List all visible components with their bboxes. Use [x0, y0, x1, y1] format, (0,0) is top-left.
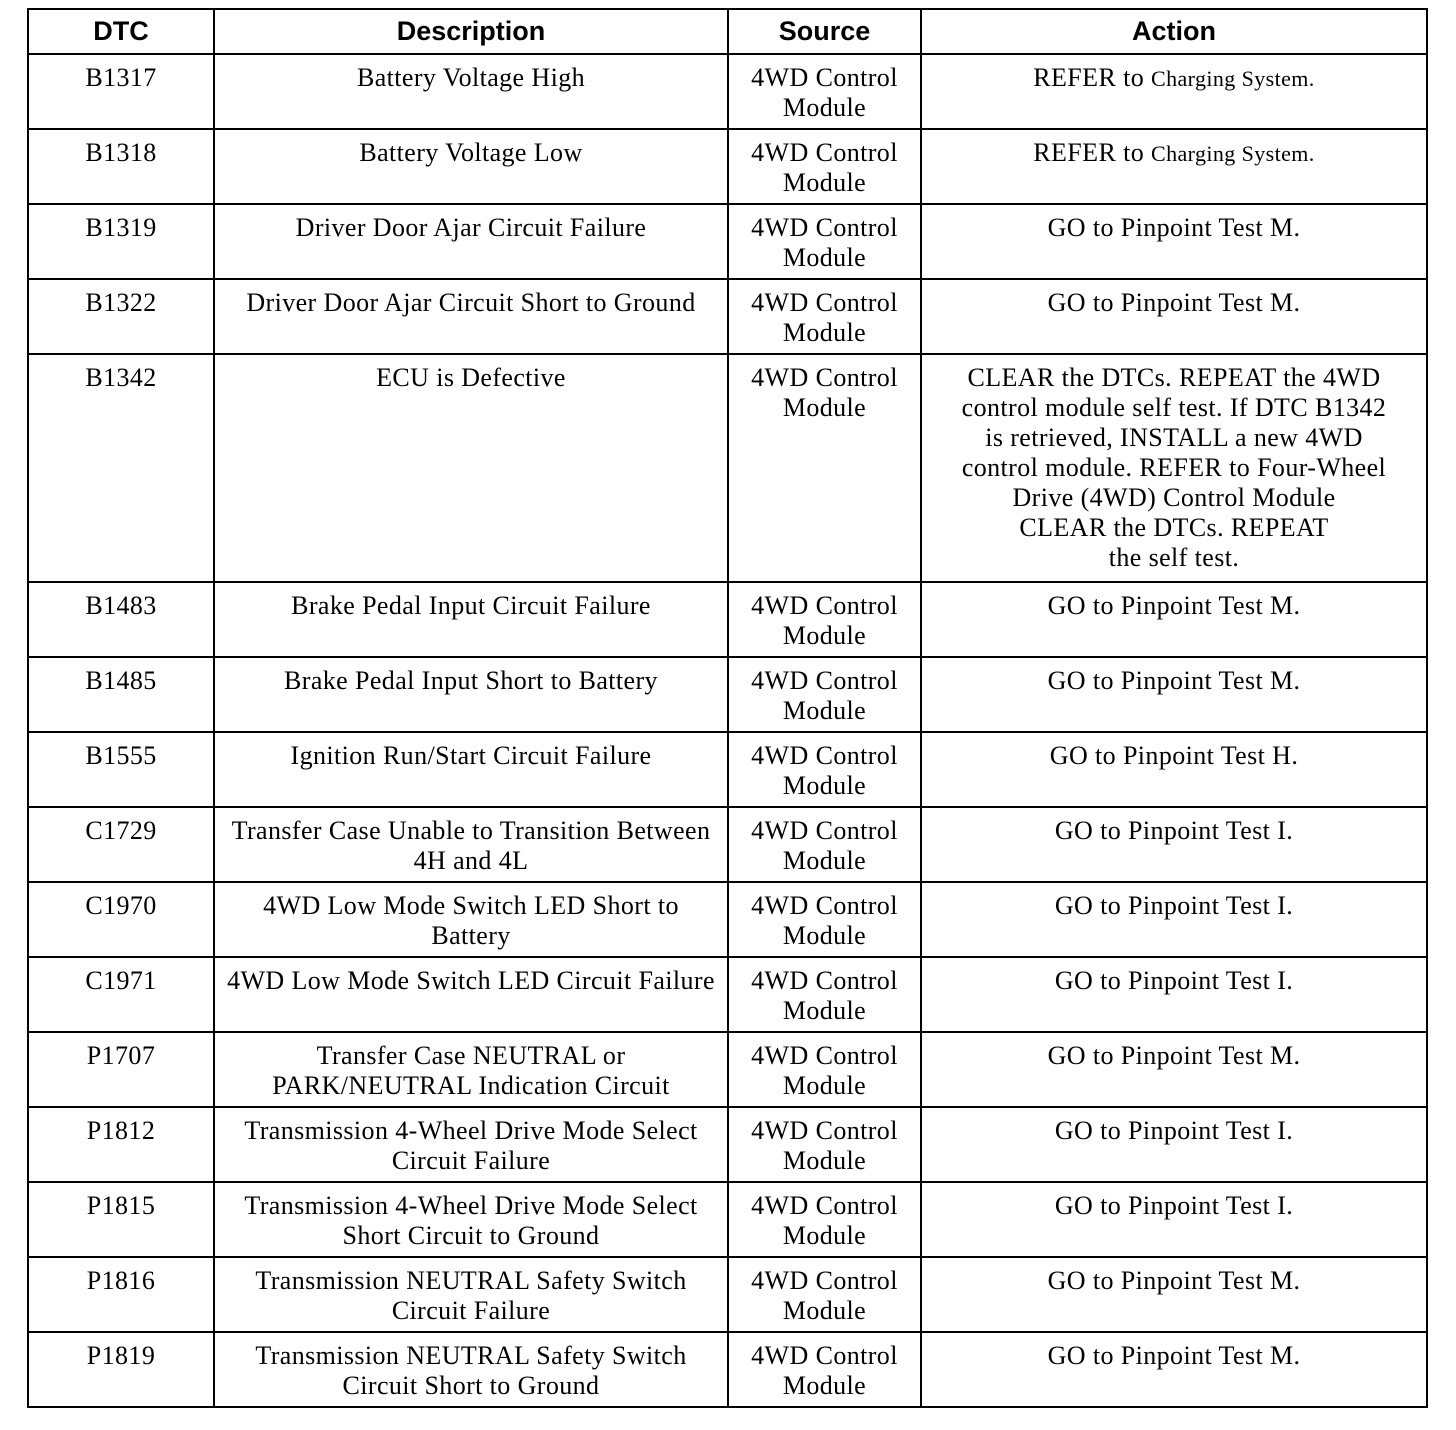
cell-action	[921, 354, 1427, 582]
cell-action: GO to Pinpoint Test M.	[921, 1032, 1427, 1107]
table-row	[28, 1032, 1427, 1107]
cell-dtc: B1483	[28, 582, 214, 657]
cell-description: Transmission NEUTRAL Safety Switch Circuit Failure	[214, 1257, 728, 1332]
cell-source: 4WD Control Module	[728, 129, 921, 204]
cell-action: GO to Pinpoint Test M.	[921, 279, 1427, 354]
cell-description: Driver Door Ajar Circuit Failure	[214, 204, 728, 279]
table-row	[28, 1182, 1427, 1257]
action-line: Drive (4WD) Control Module	[1012, 483, 1336, 512]
action-line: the self test.	[1108, 543, 1240, 572]
action-line: CLEAR the DTCs. REPEAT the 4WD	[967, 363, 1381, 392]
table-row	[28, 204, 1427, 279]
cell-action: GO to Pinpoint Test I.	[921, 1182, 1427, 1257]
cell-description: 4WD Low Mode Switch LED Circuit Failure	[214, 957, 728, 1032]
action-reference-link: Charging System.	[1151, 66, 1315, 91]
cell-dtc: C1970	[28, 882, 214, 957]
cell-action: GO to Pinpoint Test M.	[921, 1332, 1427, 1407]
cell-action: GO to Pinpoint Test M.	[921, 657, 1427, 732]
cell-source: 4WD Control Module	[728, 279, 921, 354]
cell-action: GO to Pinpoint Test M.	[921, 1257, 1427, 1332]
cell-description: Brake Pedal Input Circuit Failure	[214, 582, 728, 657]
table-row	[28, 732, 1427, 807]
table-row	[28, 807, 1427, 882]
cell-description: Transfer Case NEUTRAL or PARK/NEUTRAL Indication Circuit	[214, 1032, 728, 1107]
cell-source: 4WD Control Module	[728, 657, 921, 732]
cell-description: Battery Voltage High	[214, 54, 728, 129]
header-row	[28, 9, 1427, 54]
cell-action: GO to Pinpoint Test M.	[921, 204, 1427, 279]
cell-dtc: C1971	[28, 957, 214, 1032]
table-row	[28, 279, 1427, 354]
cell-source: 4WD Control Module	[728, 1107, 921, 1182]
cell-source: 4WD Control Module	[728, 1332, 921, 1407]
action-reference-link: Charging System.	[1151, 141, 1315, 166]
table-row	[28, 1107, 1427, 1182]
cell-dtc: C1729	[28, 807, 214, 882]
cell-dtc: B1319	[28, 204, 214, 279]
table-row	[28, 1332, 1427, 1407]
cell-description: Driver Door Ajar Circuit Short to Ground	[214, 279, 728, 354]
cell-source: 4WD Control Module	[728, 1032, 921, 1107]
cell-source: 4WD Control Module	[728, 882, 921, 957]
cell-description: ECU is Defective	[214, 354, 728, 582]
table-row	[28, 882, 1427, 957]
cell-source: 4WD Control Module	[728, 1182, 921, 1257]
header-dtc: DTC	[28, 9, 214, 54]
cell-description: 4WD Low Mode Switch LED Short to Battery	[214, 882, 728, 957]
cell-description: Battery Voltage Low	[214, 129, 728, 204]
table-row	[28, 1257, 1427, 1332]
cell-dtc: B1485	[28, 657, 214, 732]
cell-dtc: B1342	[28, 354, 214, 582]
cell-dtc: P1819	[28, 1332, 214, 1407]
cell-action: GO to Pinpoint Test I.	[921, 807, 1427, 882]
cell-action	[921, 129, 1427, 204]
table-row	[28, 354, 1427, 582]
cell-description: Transmission NEUTRAL Safety Switch Circuit Short to Ground	[214, 1332, 728, 1407]
cell-dtc: B1555	[28, 732, 214, 807]
action-line: control module self test. If DTC B1342	[961, 393, 1387, 422]
cell-dtc: P1815	[28, 1182, 214, 1257]
table-row	[28, 54, 1427, 129]
action-prefix: REFER to	[1033, 63, 1145, 92]
cell-source: 4WD Control Module	[728, 204, 921, 279]
cell-source: 4WD Control Module	[728, 1257, 921, 1332]
table-row	[28, 957, 1427, 1032]
dtc-table	[27, 8, 1428, 1408]
cell-dtc: P1816	[28, 1257, 214, 1332]
action-line: CLEAR the DTCs. REPEAT	[1019, 513, 1329, 542]
header-source: Source	[728, 9, 921, 54]
cell-description: Ignition Run/Start Circuit Failure	[214, 732, 728, 807]
action-line: control module. REFER to Four-Wheel	[961, 453, 1387, 482]
cell-action	[921, 54, 1427, 129]
cell-action: GO to Pinpoint Test M.	[921, 582, 1427, 657]
cell-source: 4WD Control Module	[728, 354, 921, 582]
cell-action: GO to Pinpoint Test I.	[921, 1107, 1427, 1182]
cell-description: Transmission 4-Wheel Drive Mode Select Circuit Failure	[214, 1107, 728, 1182]
cell-description: Brake Pedal Input Short to Battery	[214, 657, 728, 732]
table-row	[28, 129, 1427, 204]
cell-dtc: P1707	[28, 1032, 214, 1107]
cell-description: Transfer Case Unable to Transition Between 4H and 4L	[214, 807, 728, 882]
cell-action: GO to Pinpoint Test H.	[921, 732, 1427, 807]
cell-source: 4WD Control Module	[728, 54, 921, 129]
cell-action: GO to Pinpoint Test I.	[921, 882, 1427, 957]
table-row	[28, 657, 1427, 732]
table-row	[28, 582, 1427, 657]
cell-source: 4WD Control Module	[728, 732, 921, 807]
cell-source: 4WD Control Module	[728, 957, 921, 1032]
header-action: Action	[921, 9, 1427, 54]
action-line: is retrieved, INSTALL a new 4WD	[985, 423, 1363, 452]
cell-action: GO to Pinpoint Test I.	[921, 957, 1427, 1032]
cell-dtc: B1318	[28, 129, 214, 204]
header-description: Description	[214, 9, 728, 54]
cell-dtc: B1322	[28, 279, 214, 354]
cell-dtc: P1812	[28, 1107, 214, 1182]
cell-description: Transmission 4-Wheel Drive Mode Select Short Circuit to Ground	[214, 1182, 728, 1257]
cell-source: 4WD Control Module	[728, 582, 921, 657]
cell-source: 4WD Control Module	[728, 807, 921, 882]
action-prefix: REFER to	[1033, 138, 1145, 167]
cell-dtc: B1317	[28, 54, 214, 129]
